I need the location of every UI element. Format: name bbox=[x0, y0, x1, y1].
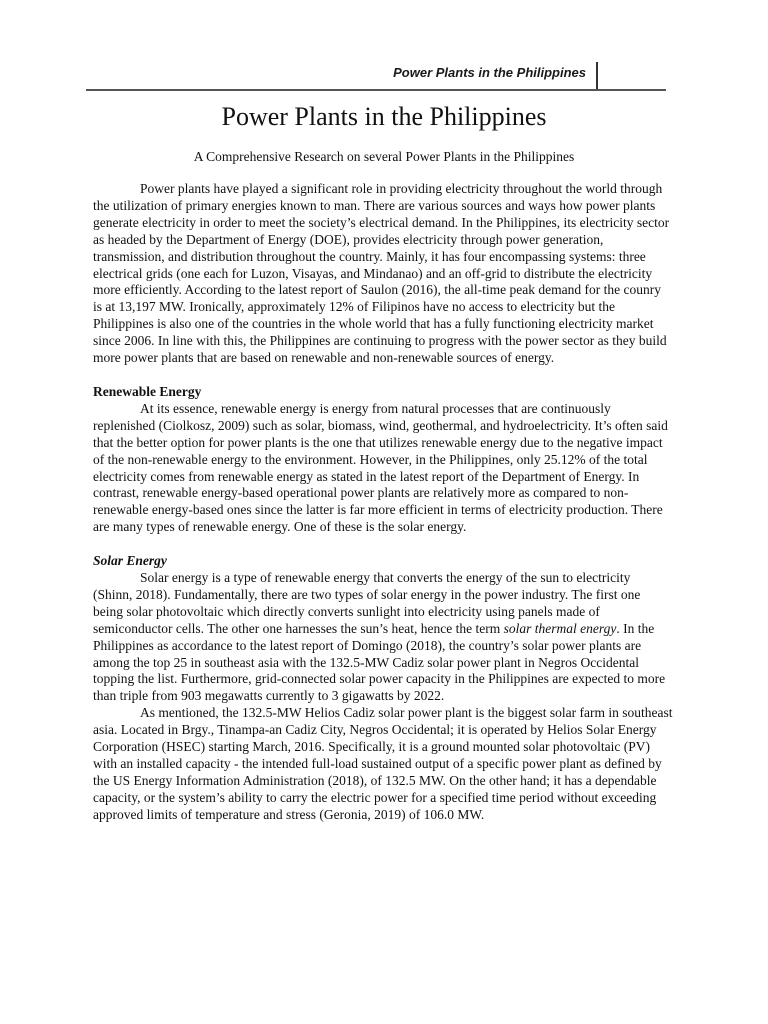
solar-energy-paragraph-1 bbox=[93, 570, 673, 705]
intro-paragraph: Power plants have played a significant role in providing electricity throughout the world through the utilization of primary energies known to man. There are various sources and ways how power plants generate electricity in order to meet the society’s electrical demand. In the Philippines, its electricity sector as headed by the Department of Energy (DOE), provides electricity through power generation, transmission, and distribution throughout the country. Mainly, it has four encompassing systems: three electrical grids (one each for Luzon, Visayas, and Mindanao) and an off-grid to distribute the electricity more efficiently. According to the latest report of Saulon (2016), the all-time peak demand for the counry is at 13,197 MW. Ironically, approximately 12% of Filipinos have no access to electricity but the Philippines is also one of the countries in the whole world that has a fully functioning electricity market since 2006. In line with this, the Philippines are continuing to progress with the power sector as they build more power plants that are based on renewable and non-renewable sources of energy. bbox=[93, 181, 670, 366]
running-header-bar bbox=[596, 62, 598, 89]
paragraph-gap bbox=[93, 367, 673, 384]
paragraph-gap bbox=[93, 536, 673, 553]
renewable-energy-paragraph: At its essence, renewable energy is energy from natural processes that are continuously replenished (Ciolkosz, 2009) such as solar, biomass, wind, geothermal, and hydroelectricity. It’s often said that the better option for power plants is the one that utilizes renewable energy due to the negative impact of the non-renewable energy to the environment. However, in the Philippines, only 25.12% of the total electricity comes from renewable energy as stated in the latest report of the Department of Energy. In contrast, renewable energy-based operational power plants are relatively more as compared to non-renewable energy-based ones since the latter is far more efficient in terms of electricity production. There are many types of renewable energy. One of these is the solar energy. bbox=[93, 400, 668, 535]
running-header-title: Power Plants in the Philippines bbox=[393, 65, 586, 80]
document-body bbox=[93, 181, 673, 824]
solar-energy-paragraph-2: As mentioned, the 132.5-MW Helios Cadiz solar power plant is the biggest solar farm in southeast asia. Located in Brgy., Tinampa-an Cadiz City, Negros Occidental; it is operated by Helios Solar Energy Corporation (HSEC) starting March, 2016. Specifically, it is a ground mounted solar photovoltaic (PV) with an installed capacity - the intended full-load sustained output of a specific power plant as defined by the US Energy Information Administration (2018), of 132.5 MW. On the other hand; it has a dependable capacity, or the system’s ability to carry the electric power for a specified time period without exceeding approved limits of temperature and stress (Geronia, 2019) of 106.0 MW. bbox=[93, 705, 673, 822]
solar-p1-text-before: Solar energy is a type of renewable energy that converts the energy of the sun to electricity (Shinn, 2018). Fundamentally, there are two types of solar energy in the power industry. The first one being solar photovoltaic which directly converts sunlight into electricity using panels made of semiconductor cells. The other one harnesses the sun’s heat, hence the term bbox=[93, 570, 641, 636]
running-header bbox=[86, 62, 666, 90]
solar-p1-text-after: . In the Philippines as accordance to the latest report of Domingo (2018), the country’s solar power plants are among the top 25 in southeast asia with the 132.5-MW Cadiz solar power plant in Negros Occidental topping the list. Furthermore, grid-connected solar power capacity in the Philippines are expected to more than triple from 903 megawatts currently to 3 gigawatts by 2022. bbox=[93, 620, 666, 704]
solar-thermal-term: solar thermal energy bbox=[503, 620, 617, 636]
page-title: Power Plants in the Philippines bbox=[221, 102, 547, 131]
page-subtitle: A Comprehensive Research on several Power Plants in the Philippines bbox=[193, 149, 575, 164]
running-header-rule bbox=[86, 89, 666, 91]
renewable-energy-heading: Renewable Energy bbox=[93, 383, 202, 399]
solar-energy-heading: Solar Energy bbox=[93, 553, 167, 569]
